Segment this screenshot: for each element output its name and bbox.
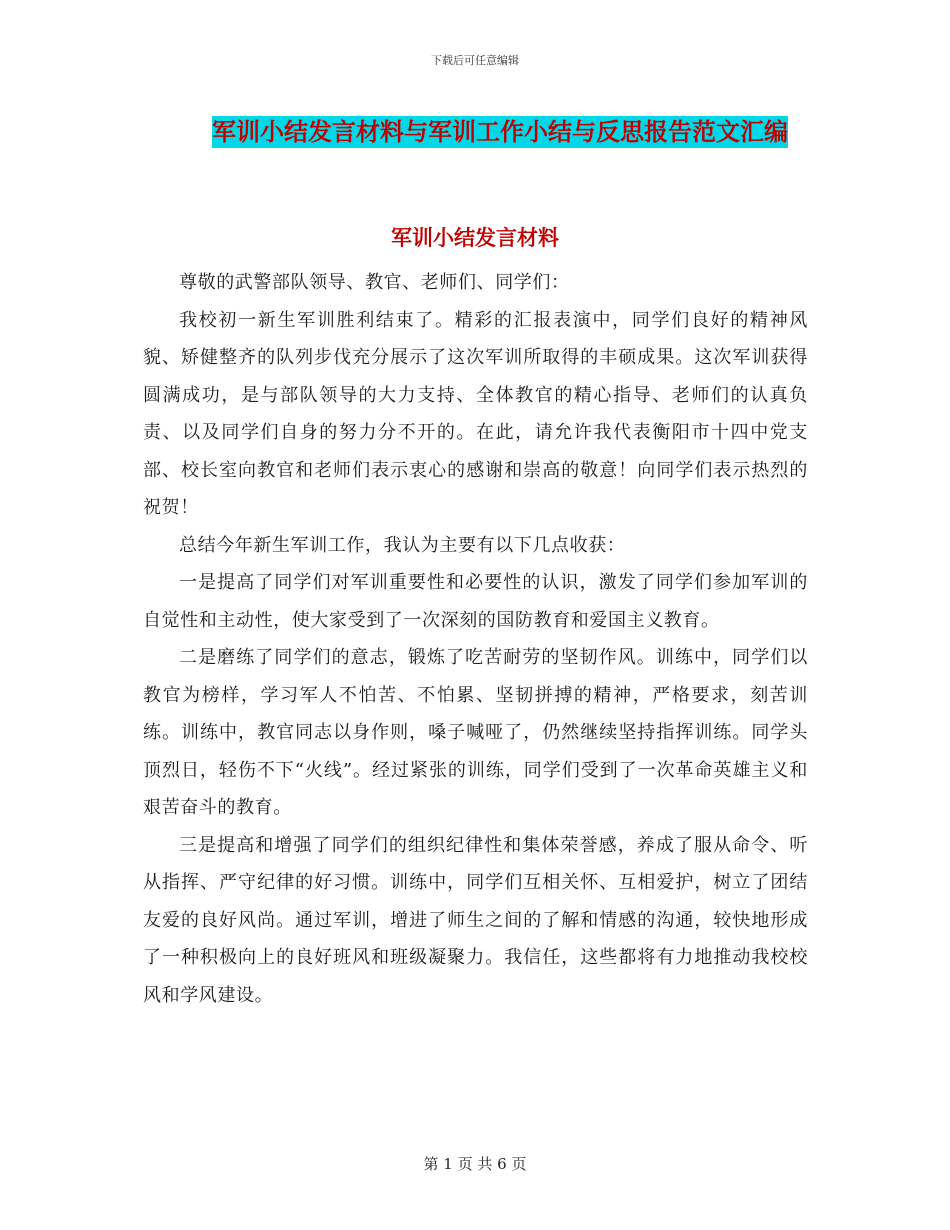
paragraph: 二是磨练了同学们的意志，锻炼了吃苦耐劳的坚韧作风。训练中，同学们以教官为榜样，学习军人不怕苦、不怕累、坚韧拼搏的精神，严格要求，刻苦训练。训练中，教官同志以身作则，嗓子喊哑了，仍然继续坚持指挥训练。同学头顶烈日，轻伤不下“火线”。经过紧张的训练，同学们受到了一次革命英雄主义和艰苦奋斗的教育。 — [143, 647, 808, 818]
page-indicator: 第 1 页 共 6 页 — [423, 1155, 527, 1173]
paragraph: 总结今年新生军训工作，我认为主要有以下几点收获： — [179, 534, 626, 556]
paragraph-salutation: 尊敬的武警部队领导、教官、老师们、同学们： — [179, 272, 570, 293]
document-body — [143, 264, 808, 1014]
header-note: 下载后可任意编辑 — [431, 54, 519, 67]
document-title — [190, 108, 810, 156]
paragraph: 一是提高了同学们对军训重要性和必要性的认识，激发了同学们参加军训的自觉性和主动性，使大家受到了一次深刻的国防教育和爱国主义教育。 — [143, 572, 808, 631]
document-title-text: 军训小结发言材料与军训工作小结与反思报告范文汇编 — [212, 118, 788, 146]
paragraph: 三是提高和增强了同学们的组织纪律性和集体荣誉感，养成了服从命令、听从指挥、严守纪律的好习惯。训练中，同学们互相关怀、互相爱护，树立了团结友爱的良好风尚。通过军训，增进了师生之间的了解和情感的沟通，较快地形成了一种积极向上的良好班风和班级凝聚力。我信任，这些都将有力地推动我校校风和学风建设。 — [143, 834, 808, 1006]
section-title: 军训小结发言材料 — [391, 226, 559, 250]
paragraph: 我校初一新生军训胜利结束了。精彩的汇报表演中，同学们良好的精神风貌、矫健整齐的队列步伐充分展示了这次军训所取得的丰硕成果。这次军训获得圆满成功，是与部队领导的大力支持、全体教官的精心指导、老师们的认真负责、以及同学们自身的努力分不开的。在此，请允许我代表衡阳市十四中党支部、校长室向教官和老师们表示衷心的感谢和崇高的敬意！向同学们表示热烈的祝贺！ — [143, 309, 808, 518]
